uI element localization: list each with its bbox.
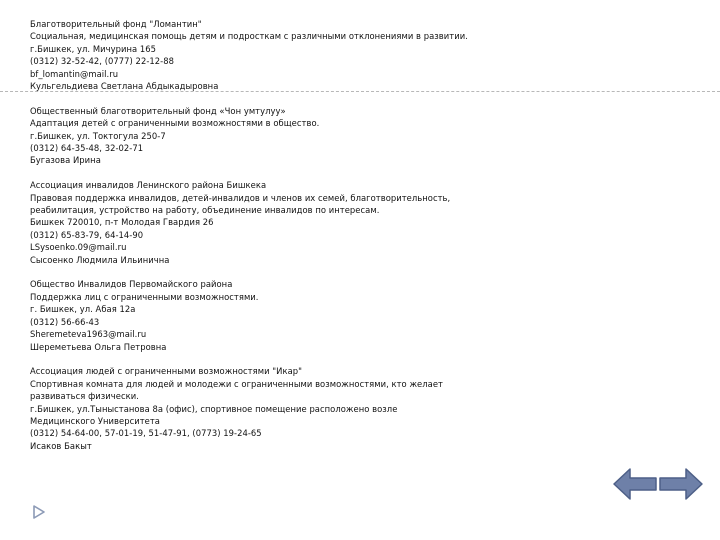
organization-leninsky-disabled-association (30, 179, 510, 266)
org-description-continued: развиваться физически. (30, 391, 139, 402)
org-address: г. Бишкек, ул. Абая 12а (30, 304, 136, 315)
org-phone: (0312) 54-64-00, 57-01-19, 51-47-91, (0773) 19-24-65 (30, 428, 262, 439)
org-phone: (0312) 32-52-42, (0777) 22-12-88 (30, 56, 174, 67)
org-address: Бишкек 720010, п-т Молодая Гвардия 26 (30, 217, 214, 228)
organization-chon-umtuluu (30, 105, 510, 167)
org-address: г.Бишкек, ул.Тыныстанова 8а (офис), спортивное помещение расположено возле (30, 403, 398, 414)
org-description: Адаптация детей с ограниченными возможностями в общество. (30, 118, 320, 129)
organization-ikar (30, 365, 510, 452)
org-name: Ассоциация людей с ограниченными возможностями "Икар" (30, 366, 303, 377)
org-address: г.Бишкек, ул. Мичурина 165 (30, 43, 157, 54)
org-contact-person: Сысоенко Людмила Ильинична (30, 254, 170, 265)
organization-pervomaisky-disabled-society (30, 278, 510, 352)
organization-lomantin (30, 18, 510, 92)
org-phone: (0312) 64-35-48, 32-02-71 (30, 143, 144, 154)
org-phone: (0312) 65-83-79, 64-14-90 (30, 229, 144, 240)
org-phone: (0312) 56-66-43 (30, 316, 100, 327)
org-name: Ассоциация инвалидов Ленинского района Бишкека (30, 180, 267, 191)
org-name: Благотворительный фонд "Ломантин" (30, 19, 202, 29)
org-contact-person: Бугазова Ирина (30, 155, 101, 166)
organizations-list (30, 18, 510, 465)
org-address-continued: Медицинского Университета (30, 415, 160, 426)
org-description: Правовая поддержка инвалидов, детей-инвалидов и членов их семей, благотворительность, (30, 192, 451, 203)
org-contact-person: Исаков Бакыт (30, 440, 92, 451)
org-description-continued: реабилитация, устройство на работу, объединение инвалидов по интересам. (30, 205, 380, 216)
arrow-left-icon (612, 466, 658, 502)
org-address: г.Бишкек, ул. Токтогула 250-7 (30, 130, 166, 141)
org-description: Поддержка лиц с ограниченными возможностями. (30, 291, 259, 302)
org-description: Социальная, медицинская помощь детям и подросткам с различными отклонениями в развитии. (30, 31, 468, 42)
org-email: bf_lomantin@mail.ru (30, 68, 119, 79)
org-email: LSysoenko.09@mail.ru (30, 242, 127, 253)
org-name: Общественный благотворительный фонд «Чон умтулуу» (30, 105, 286, 116)
arrow-right-icon (658, 466, 704, 502)
next-slide-button[interactable] (658, 466, 704, 502)
org-contact-person: Шереметьева Ольга Петровна (30, 341, 167, 352)
org-name: Общество Инвалидов Первомайского района (30, 279, 233, 290)
org-description: Спортивная комната для людей и молодежи с ограниченными возможностями, кто желает (30, 378, 443, 389)
org-email: Sheremeteva1963@mail.ru (30, 329, 147, 340)
triangle-bullet-icon (33, 505, 45, 519)
org-contact-person: Кульгельдиева Светлана Абдыкадыровна (30, 81, 219, 92)
slide-navigation (612, 466, 704, 502)
previous-slide-button[interactable] (612, 466, 658, 502)
